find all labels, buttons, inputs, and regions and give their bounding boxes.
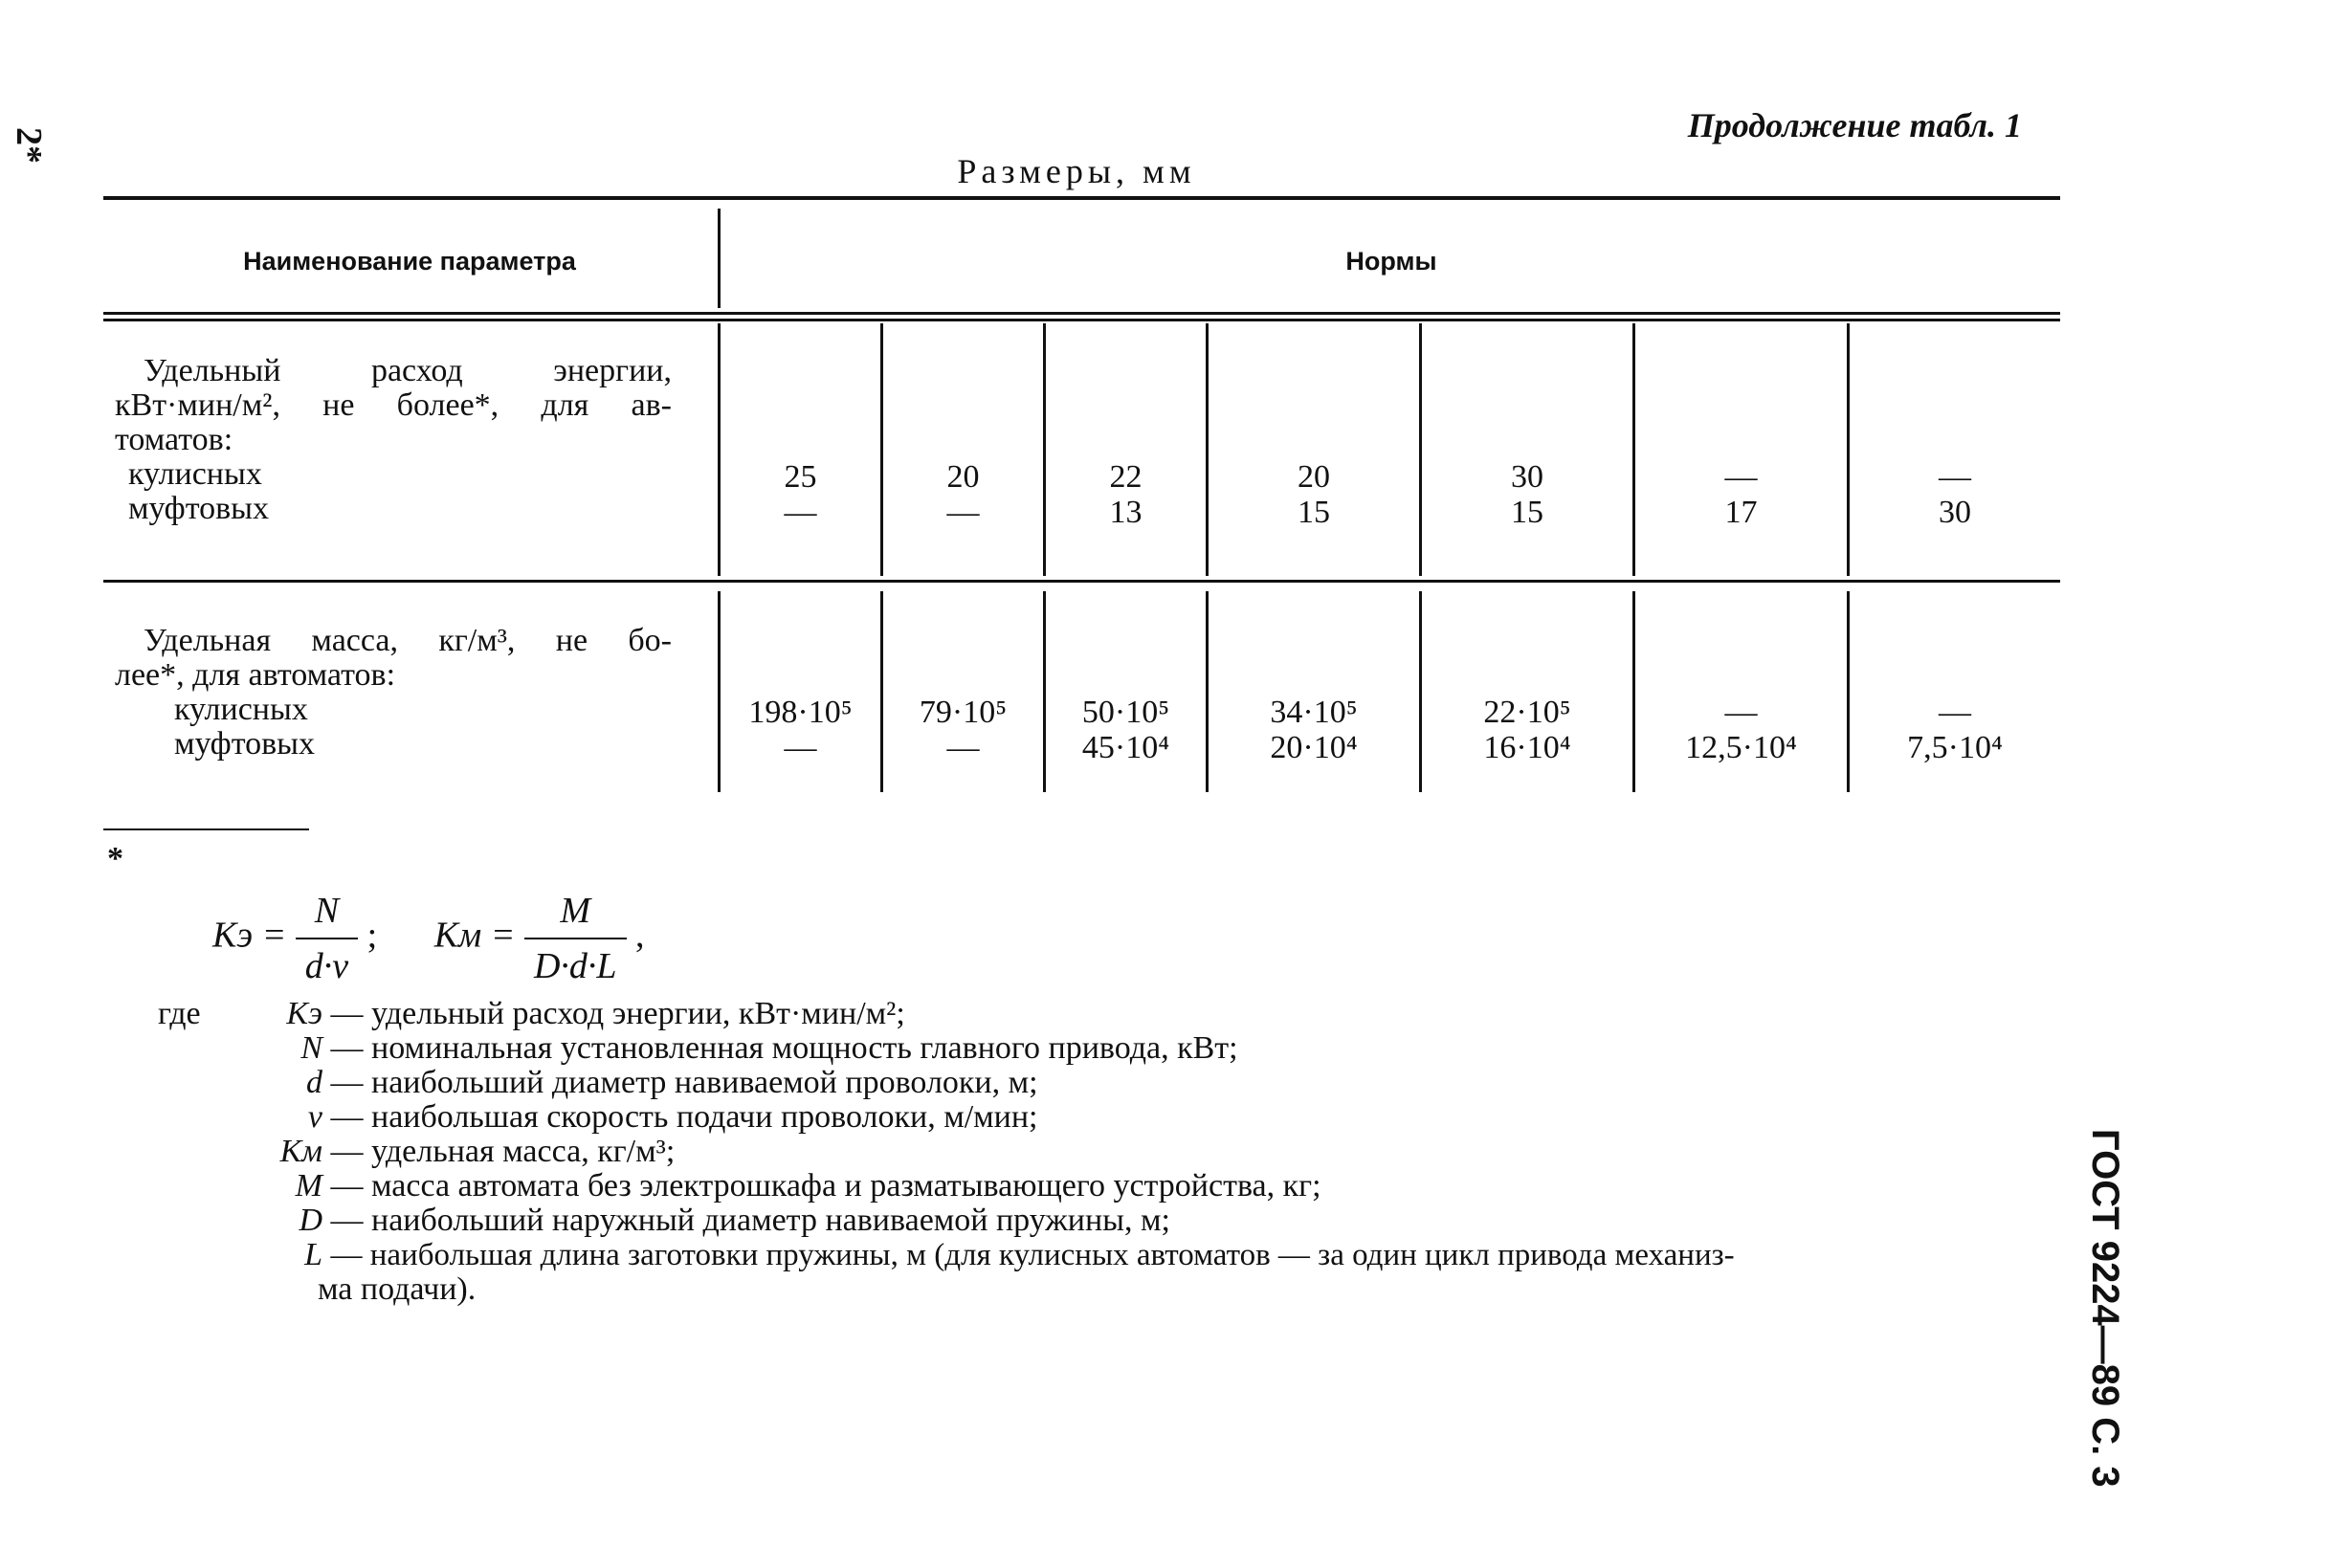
definition-text: — наибольшая длина заготовки пружины, м (для кулисных автоматов — за один цикл привода механиз- (330, 1238, 1735, 1272)
ke-lhs: Kэ = (212, 915, 287, 956)
definition-continuation-text: ма подачи). (318, 1271, 477, 1307)
formula-end: , (635, 915, 645, 956)
cell-bottom: 15 (1298, 495, 1330, 530)
km-fraction (524, 890, 627, 987)
definition-symbol: Kм (279, 1134, 322, 1169)
row2-param-line: муфтовых (174, 726, 316, 762)
definition-text: — номинальная установленная мощность главного привода, кВт; (330, 1030, 1238, 1066)
units-caption: Размеры, мм (957, 152, 1196, 190)
formula (212, 890, 645, 987)
definition-symbol: d (306, 1065, 322, 1100)
cell-top: 30 (1511, 459, 1543, 495)
definition-symbol: v (307, 1099, 322, 1135)
row2-param (115, 624, 672, 762)
definition-text: — наибольший наружный диаметр навиваемой пружины, м; (330, 1203, 1170, 1238)
definition-symbol: N (300, 1030, 322, 1066)
km-lhs: Kм = (433, 915, 516, 956)
definition-row (105, 1238, 2076, 1272)
cell-top: 79·10⁵ (919, 695, 1008, 730)
definition-text: — наибольший диаметр навиваемой проволоки, м; (330, 1065, 1038, 1100)
row2-cell (883, 695, 1043, 765)
col-divider-6-r1 (1847, 323, 1850, 576)
cell-top: 198·10⁵ (748, 695, 853, 730)
cell-top: 22·10⁵ (1483, 695, 1571, 730)
cell-bottom: 16·10⁴ (1483, 730, 1571, 765)
definition-row (105, 1066, 2076, 1100)
cell-top: — (1939, 459, 1971, 495)
formula-separator: ; (366, 915, 378, 956)
row2-cell (1850, 695, 2060, 765)
definition-row (105, 1135, 2076, 1169)
cell-bottom: — (784, 730, 817, 765)
cell-top: 20 (1298, 459, 1330, 495)
definition-text: — удельный расход энергии, кВт·мин/м²; (330, 996, 905, 1031)
col-divider-3-r1 (1206, 323, 1209, 576)
km-numerator: M (524, 890, 627, 939)
cell-bottom: 45·10⁴ (1081, 730, 1170, 765)
cell-top: 22 (1109, 459, 1143, 495)
definition-row (105, 1031, 2076, 1066)
row1-cell (1209, 459, 1419, 530)
ke-denominator: d·v (304, 946, 349, 986)
cell-top: 20 (946, 459, 980, 495)
cell-bottom: 15 (1511, 495, 1543, 530)
footnote-rule (103, 828, 309, 830)
cell-bottom: 17 (1724, 495, 1758, 530)
row1-param-line: Удельный расход энергии, (144, 353, 672, 388)
definition-row (105, 997, 2076, 1031)
where-label: где (158, 996, 201, 1031)
km-denominator: D·d·L (533, 946, 617, 986)
cell-top: — (1724, 459, 1758, 495)
cell-bottom: — (946, 730, 980, 765)
row2-cell (1209, 695, 1419, 765)
definition-row (105, 1100, 2076, 1135)
definition-symbol: M (295, 1168, 322, 1204)
cell-bottom: 12,5·10⁴ (1685, 730, 1797, 765)
row2-param-line: Удельная масса, кг/м³, не бо- (144, 623, 672, 658)
col-divider-5-r1 (1632, 323, 1635, 576)
definition-continuation (105, 1272, 2076, 1307)
row2-param-line: кулисных (174, 692, 308, 727)
definition-symbol: Kэ (286, 996, 322, 1031)
cell-top: 34·10⁵ (1270, 695, 1358, 730)
cell-bottom: 30 (1939, 495, 1971, 530)
row2-cell (721, 695, 880, 765)
continuation-label: Продолжение табл. 1 (1687, 106, 2022, 144)
header-norms: Нормы (1345, 247, 1437, 276)
definition-row (105, 1204, 2076, 1238)
row1-cell (1422, 459, 1632, 530)
definition-text: — масса автомата без электрошкафа и разматывающего устройства, кг; (330, 1168, 1321, 1204)
cell-top: 50·10⁵ (1081, 695, 1170, 730)
row1-param-line: томатов: (115, 422, 233, 457)
row1-cell (1635, 459, 1847, 530)
side-running-header: ГОСТ 9224—89 С. 3 (2084, 1129, 2126, 1488)
row2-cell (1046, 695, 1206, 765)
page-mark: 2* (9, 127, 49, 164)
row2-cell (1422, 695, 1632, 765)
col-divider-main-r1 (718, 323, 721, 576)
row1-cell (883, 459, 1043, 530)
col-divider-1-r1 (880, 323, 883, 576)
row1-param (115, 354, 672, 526)
cell-top: 25 (784, 459, 817, 495)
header-param: Наименование параметра (243, 247, 576, 276)
footnote-mark: * (107, 841, 123, 876)
row2-param-line: лее*, для автоматов: (115, 657, 396, 693)
row1-param-line: кВт·мин/м², не более*, для ав- (115, 387, 672, 423)
ke-fraction (296, 890, 358, 987)
cell-bottom: — (946, 495, 980, 530)
row1-param-line: кулисных (128, 456, 262, 492)
cell-bottom: 7,5·10⁴ (1907, 730, 2003, 765)
cell-bottom: 20·10⁴ (1270, 730, 1358, 765)
definitions (105, 997, 2076, 1307)
row1-cell (1850, 459, 2060, 530)
table-top-rule (103, 196, 2060, 200)
ke-numerator: N (296, 890, 358, 939)
header-bottom-rule-1 (103, 312, 2060, 315)
row1-param-line: муфтовых (128, 491, 270, 526)
cell-bottom: — (784, 495, 817, 530)
col-divider-2-r1 (1043, 323, 1046, 576)
row-divider (103, 580, 2060, 583)
cell-top: — (1724, 695, 1758, 730)
header-bottom-rule-2 (103, 319, 2060, 321)
definition-text: — удельная масса, кг/м³; (330, 1134, 676, 1169)
row1-cell (1046, 459, 1206, 530)
definition-symbol: L (304, 1237, 322, 1272)
col-divider-4-r1 (1419, 323, 1422, 576)
cell-top: — (1939, 695, 1971, 730)
row2-cell (1635, 695, 1847, 765)
definition-text: — наибольшая скорость подачи проволоки, м/мин; (330, 1099, 1038, 1135)
col-divider-main-header (718, 209, 721, 308)
cell-bottom: 13 (1109, 495, 1143, 530)
definition-symbol: D (299, 1203, 322, 1238)
definition-row (105, 1169, 2076, 1204)
row1-cell (721, 459, 880, 530)
